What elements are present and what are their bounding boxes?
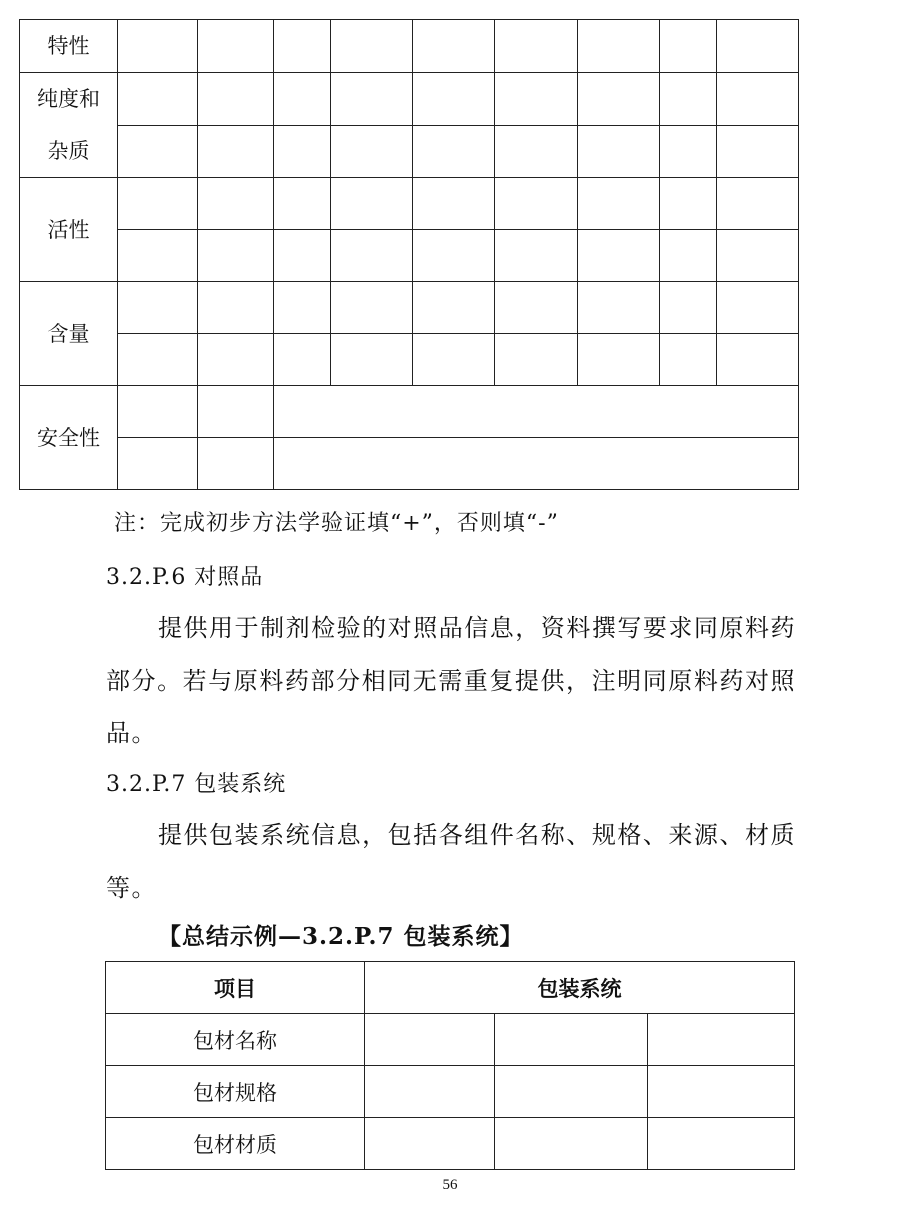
table-cell	[413, 334, 495, 386]
table-cell	[118, 386, 198, 438]
table-cell	[274, 20, 331, 73]
table-cell-merged	[274, 386, 799, 438]
table-cell	[578, 178, 660, 230]
table-cell	[118, 438, 198, 490]
table-cell	[495, 1066, 648, 1118]
table-row	[20, 334, 799, 386]
section-body-p6: 提供用于制剂检验的对照品信息，资料撰写要求同原料药部分。若与原料药部分相同无需重复提供，注明同原料药对照品。	[106, 614, 796, 747]
summary-example-title: 【总结示例—3.2.P.7 包装系统】	[158, 923, 524, 950]
table-cell	[717, 282, 799, 334]
section-heading-p7: 3.2.P.7 包装系统	[106, 772, 287, 797]
table-cell	[495, 20, 578, 73]
table-header-row	[106, 962, 795, 1014]
row-label-content: 含量	[20, 282, 118, 386]
table-row	[106, 1066, 795, 1118]
table-cell	[413, 125, 495, 178]
table-cell	[648, 1118, 795, 1170]
table-cell	[660, 73, 717, 126]
header-packaging-system: 包装系统	[365, 962, 795, 1014]
table-cell	[198, 20, 274, 73]
table-cell	[648, 1066, 795, 1118]
table-cell	[274, 334, 331, 386]
table-cell	[717, 125, 799, 178]
table-cell	[717, 230, 799, 282]
row-label-safety: 安全性	[20, 386, 118, 490]
table-cell	[578, 73, 660, 126]
table-cell	[717, 73, 799, 126]
table-cell	[495, 334, 578, 386]
row-label-material-name: 包材名称	[106, 1014, 365, 1066]
table-cell	[413, 178, 495, 230]
row-label-purity-line2: 杂质	[47, 139, 90, 163]
row-label-material-type: 包材材质	[106, 1118, 365, 1170]
table-cell	[495, 282, 578, 334]
table-row	[106, 1014, 795, 1066]
table-row	[20, 73, 799, 126]
table-cell	[717, 20, 799, 73]
table-cell	[274, 230, 331, 282]
table-cell	[717, 334, 799, 386]
table-cell	[198, 73, 274, 126]
table-cell	[495, 125, 578, 178]
table-cell	[198, 438, 274, 490]
table-cell	[365, 1118, 495, 1170]
table-row	[20, 230, 799, 282]
table-cell	[717, 178, 799, 230]
table-cell	[118, 230, 198, 282]
table-cell	[331, 230, 413, 282]
table-row	[20, 282, 799, 334]
table-cell	[331, 20, 413, 73]
row-label-characteristics: 特性	[20, 20, 118, 73]
table-cell	[274, 282, 331, 334]
test-items-table	[19, 19, 799, 490]
section-heading-p6: 3.2.P.6 对照品	[106, 565, 264, 590]
header-item: 项目	[106, 962, 365, 1014]
table-cell	[198, 386, 274, 438]
table-cell	[365, 1066, 495, 1118]
table-cell	[118, 73, 198, 126]
table-cell	[495, 1014, 648, 1066]
table-row	[20, 438, 799, 490]
table-cell	[578, 125, 660, 178]
table-cell	[660, 282, 717, 334]
table-cell	[413, 20, 495, 73]
table-cell	[413, 282, 495, 334]
row-label-purity-line1: 纯度和	[37, 87, 100, 111]
table-cell	[118, 282, 198, 334]
table-cell	[660, 125, 717, 178]
table-cell	[660, 334, 717, 386]
table-cell	[413, 230, 495, 282]
table-cell	[660, 230, 717, 282]
table-cell	[331, 282, 413, 334]
table-cell	[413, 73, 495, 126]
table-cell	[274, 125, 331, 178]
table-cell	[331, 334, 413, 386]
table-row	[20, 178, 799, 230]
table-cell	[578, 20, 660, 73]
table-cell	[578, 230, 660, 282]
table-cell	[274, 73, 331, 126]
table-cell	[118, 178, 198, 230]
table-cell	[118, 334, 198, 386]
table-row	[20, 125, 799, 178]
table-cell	[198, 282, 274, 334]
table-row	[20, 386, 799, 438]
table-cell	[495, 178, 578, 230]
table-cell	[495, 230, 578, 282]
table-cell	[198, 334, 274, 386]
table-cell	[331, 178, 413, 230]
table-cell-merged	[274, 438, 799, 490]
table-cell	[578, 282, 660, 334]
table-cell	[118, 20, 198, 73]
table-row	[106, 1118, 795, 1170]
table-cell	[660, 178, 717, 230]
table-cell	[118, 125, 198, 178]
table-cell	[331, 125, 413, 178]
table-cell	[331, 73, 413, 126]
table-cell	[578, 334, 660, 386]
row-label-activity: 活性	[20, 178, 118, 282]
table-cell	[274, 178, 331, 230]
section-body-p7: 提供包装系统信息，包括各组件名称、规格、来源、材质等。	[106, 821, 796, 902]
table-cell	[660, 20, 717, 73]
table-note: 注：完成初步方法学验证填“+”，否则填“-”	[114, 511, 559, 536]
table-cell	[495, 73, 578, 126]
row-label-purity	[20, 73, 118, 178]
table-row	[20, 20, 799, 73]
table-cell	[198, 230, 274, 282]
row-label-material-spec: 包材规格	[106, 1066, 365, 1118]
page-number: 56	[442, 1177, 458, 1193]
table-cell	[495, 1118, 648, 1170]
table-cell	[648, 1014, 795, 1066]
packaging-system-table	[105, 961, 795, 1170]
table-cell	[198, 125, 274, 178]
table-cell	[198, 178, 274, 230]
table-cell	[365, 1014, 495, 1066]
